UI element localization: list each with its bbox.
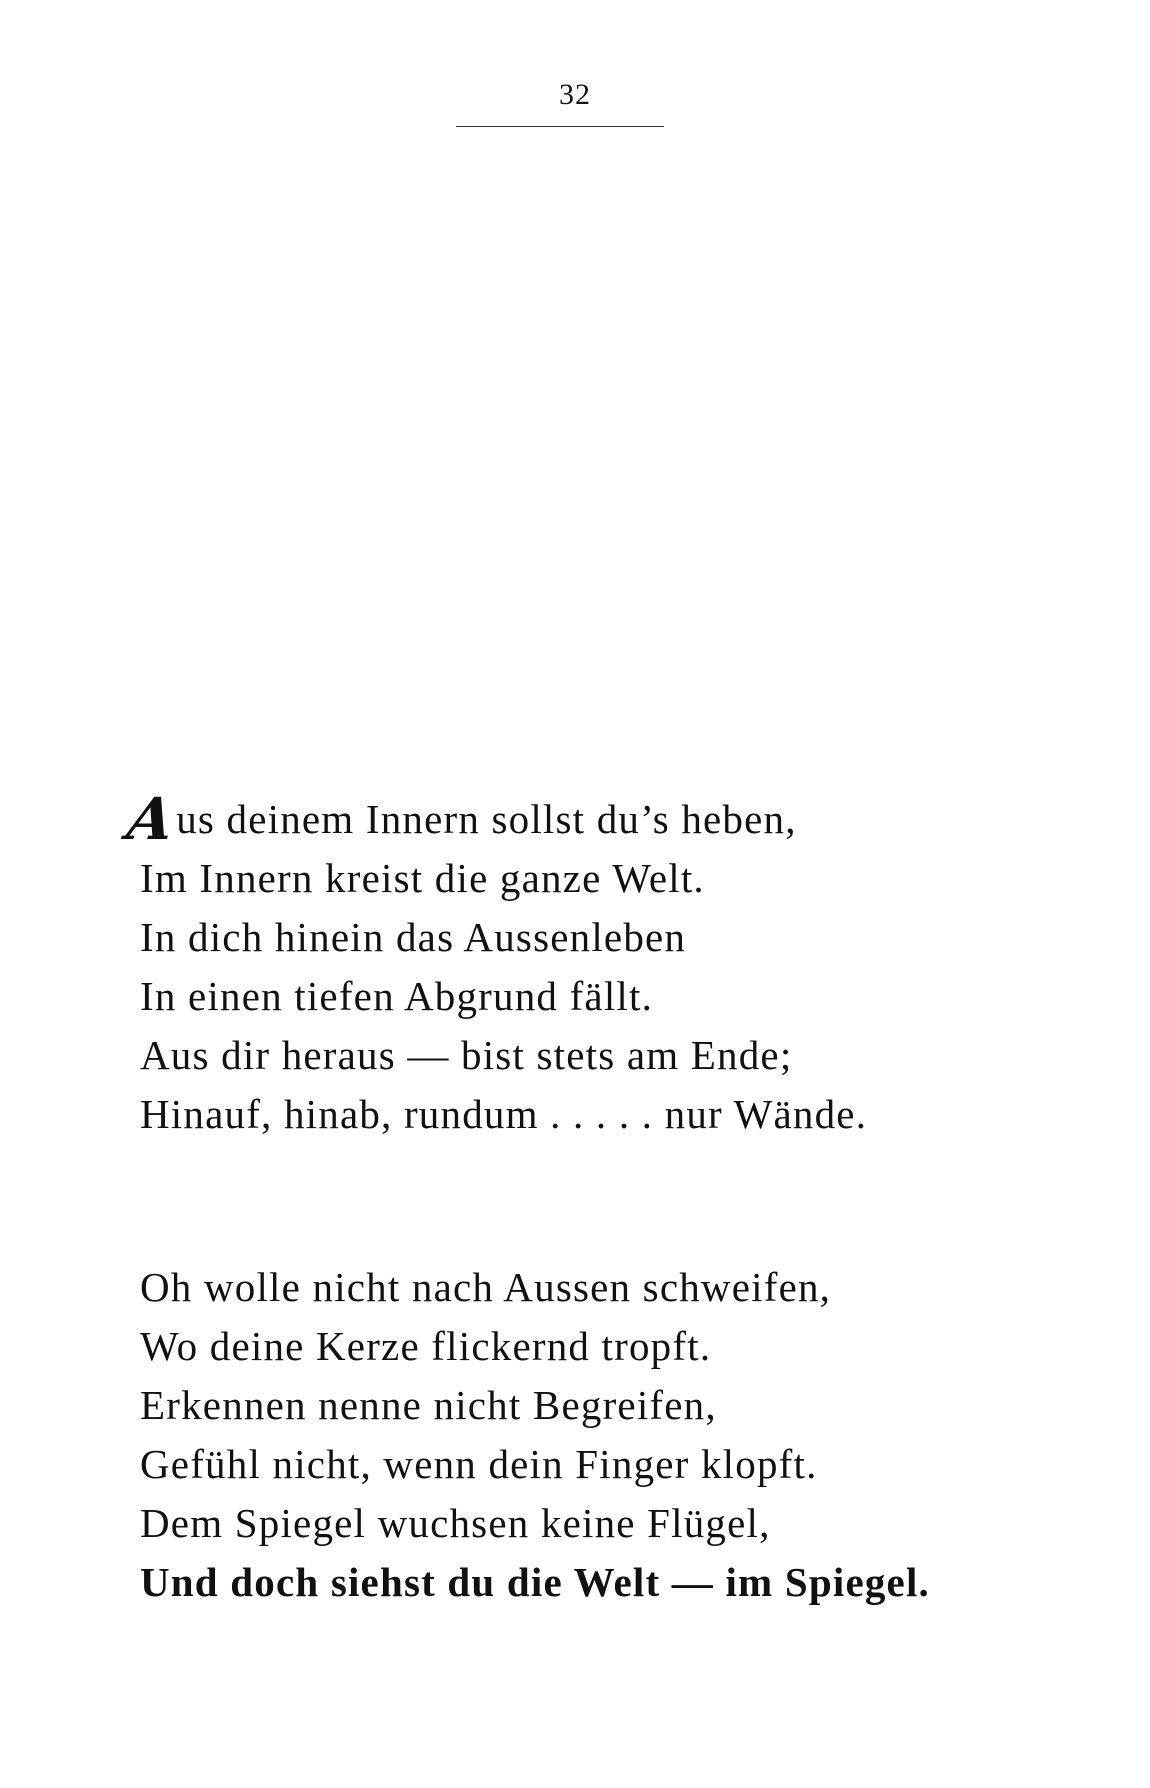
verse-line-1-text: us deinem Innern sollst du’s heben, <box>176 796 797 842</box>
verse-line-2: Im Innern kreist die ganze Welt. <box>140 855 705 901</box>
page-number: 32 <box>559 78 591 111</box>
verse-line-7: Oh wolle nicht nach Aussen schweifen, <box>140 1264 832 1310</box>
verse-line-5: Aus dir heraus — bist stets am Ende; <box>140 1032 793 1078</box>
verse-line-11: Dem Spiegel wuchsen keine Flügel, <box>140 1500 771 1546</box>
decorative-initial: A <box>123 785 179 853</box>
verse-line-4: In einen tiefen Abgrund fällt. <box>140 973 654 1019</box>
verse-line-1 <box>123 785 867 853</box>
verse-line-3: In dich hinein das Aussenleben <box>140 914 687 960</box>
stanza-2 <box>140 1258 930 1612</box>
stanza-1 <box>123 785 868 1144</box>
verse-line-6: Hinauf, hinab, rundum . . . . . nur Wände. <box>140 1091 868 1137</box>
verse-line-10: Gefühl nicht, wenn dein Finger klopft. <box>140 1441 818 1487</box>
verse-line-8: Wo deine Kerze flickernd tropft. <box>140 1323 712 1369</box>
verse-line-12: Und doch siehst du die Welt — im Spiegel. <box>140 1559 930 1605</box>
header-rule <box>456 126 664 127</box>
verse-line-9: Erkennen nenne nicht Begreifen, <box>140 1382 717 1428</box>
